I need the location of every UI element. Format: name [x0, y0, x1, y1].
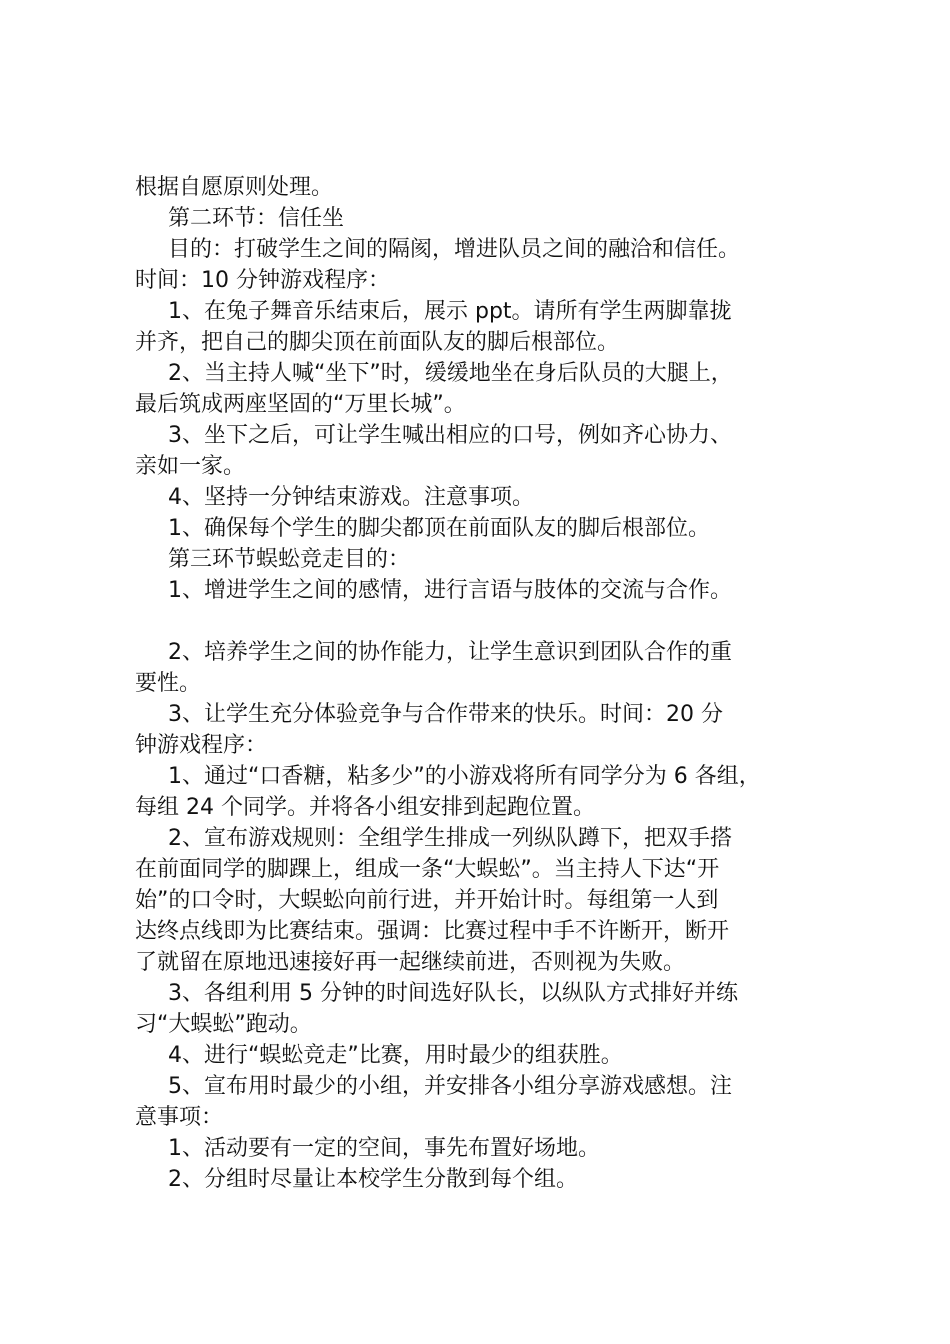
paragraph-step-2: 2、当主持人喊“坐下”时，缓缓地坐在身后队员的大腿上， 最后筑成两座坚固的“万里长城”。: [135, 361, 733, 417]
blank-line: [135, 606, 835, 637]
paragraph-goal-2: 2、培养学生之间的协作能力，让学生意识到团队合作的重 要性。: [135, 640, 732, 696]
paragraph-time: 时间：10 分钟游戏程序：: [135, 268, 390, 293]
paragraph-step-3: 3、坐下之后，可让学生喊出相应的口号，例如齐心协力、 亲如一家。: [135, 423, 732, 479]
paragraph-note-1: 1、确保每个学生的脚尖都顶在前面队友的脚后根部位。: [168, 516, 710, 541]
paragraph-procedure-2: 2、宣布游戏规则：全组学生排成一列纵队蹲下，把双手搭 在前面同学的脚踝上，组成一条“大蜈蚣”。当主持人下达“开 始”的口令时，大蜈蚣向前行进，并开始计时。每组第一人到 达终点线即为比赛结束。强调：比赛过程中手不许断开，断开 了就留在原地迅速接好再一起继续前进，否则视为失败。: [135, 826, 732, 975]
paragraph-procedure-1: 1、通过“口香糖，粘多少”的小游戏将所有同学分为 6 各组， 每组 24 个同学。并将各小组安排到起跑位置。: [135, 764, 761, 820]
paragraph-goal-3: 3、让学生充分体验竞争与合作带来的快乐。时间：20 分 钟游戏程序：: [135, 702, 723, 758]
paragraph-note-a: 1、活动要有一定的空间，事先布置好场地。: [168, 1136, 600, 1161]
paragraph-step-4: 4、坚持一分钟结束游戏。注意事项。: [168, 485, 534, 510]
paragraph-goal-1: 1、增进学生之间的感情，进行言语与肢体的交流与合作。: [168, 578, 732, 603]
section-heading-centipede: 第三环节蜈蚣竞走目的：: [168, 547, 411, 572]
section-heading-trust-sit: 第二环节：信任坐: [168, 206, 345, 231]
paragraph-procedure-4: 4、进行“蜈蚣竞走”比赛，用时最少的组获胜。: [168, 1043, 623, 1068]
paragraph-note-b: 2、分组时尽量让本校学生分散到每个组。: [168, 1167, 578, 1192]
paragraph-procedure-3: 3、各组利用 5 分钟的时间选好队长，以纵队方式排好并练 习“大蜈蚣”跑动。: [135, 981, 738, 1037]
paragraph-1: 根据自愿原则处理。: [135, 175, 334, 200]
paragraph-procedure-5: 5、宣布用时最少的小组，并安排各小组分享游戏感想。注 意事项：: [135, 1074, 732, 1130]
document-page: [135, 172, 835, 1195]
paragraph-purpose: 目的：打破学生之间的隔阂，增进队员之间的融洽和信任。: [168, 237, 741, 262]
paragraph-step-1: 1、在兔子舞音乐结束后，展示 ppt。请所有学生两脚靠拢 并齐，把自己的脚尖顶在前面队友的脚后根部位。: [135, 299, 732, 355]
